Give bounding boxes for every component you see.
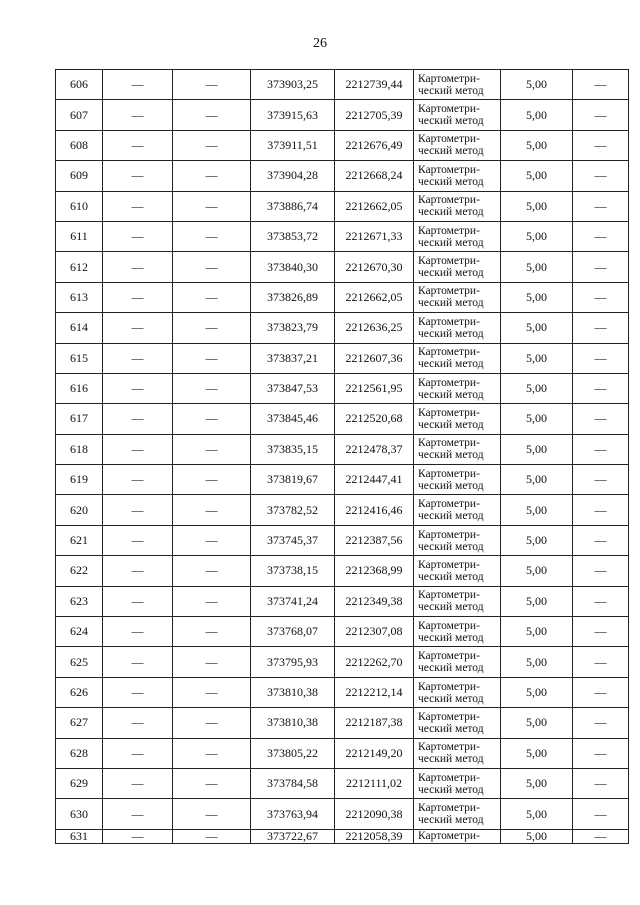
accuracy-value: 5,00 bbox=[501, 404, 573, 434]
column-2-value: — bbox=[103, 100, 173, 130]
y-coordinate: 2212368,99 bbox=[335, 556, 414, 586]
method-line-2: ческий метод bbox=[418, 814, 484, 827]
y-coordinate: 2212739,44 bbox=[335, 70, 414, 100]
method-line-1: Картометри- bbox=[418, 741, 480, 754]
column-3-value: — bbox=[173, 495, 251, 525]
method-cell bbox=[414, 161, 501, 191]
method-cell bbox=[414, 191, 501, 221]
table-row bbox=[56, 282, 629, 312]
column-3-value: — bbox=[173, 647, 251, 677]
column-2-value: — bbox=[103, 495, 173, 525]
y-coordinate: 2212447,41 bbox=[335, 465, 414, 495]
point-number: 624 bbox=[56, 617, 103, 647]
column-3-value: — bbox=[173, 282, 251, 312]
method-line-1: Картометри- bbox=[418, 194, 480, 207]
method-cell bbox=[414, 434, 501, 464]
table-row bbox=[56, 313, 629, 343]
x-coordinate: 373795,93 bbox=[251, 647, 335, 677]
method-line-2: ческий метод bbox=[418, 358, 484, 371]
table-row bbox=[56, 647, 629, 677]
point-number: 611 bbox=[56, 221, 103, 251]
y-coordinate: 2212090,38 bbox=[335, 799, 414, 829]
point-number: 623 bbox=[56, 586, 103, 616]
column-8-value: — bbox=[573, 799, 629, 829]
table-row bbox=[56, 677, 629, 707]
column-8-value: — bbox=[573, 100, 629, 130]
method-line-2: ческий метод bbox=[418, 418, 484, 431]
x-coordinate: 373738,15 bbox=[251, 556, 335, 586]
column-8-value: — bbox=[573, 768, 629, 798]
accuracy-value: 5,00 bbox=[501, 465, 573, 495]
method-line-2: ческий метод bbox=[418, 145, 484, 158]
table-row bbox=[56, 556, 629, 586]
column-8-value: — bbox=[573, 130, 629, 160]
table-row bbox=[56, 100, 629, 130]
point-number: 628 bbox=[56, 738, 103, 768]
y-coordinate: 2212607,36 bbox=[335, 343, 414, 373]
accuracy-value: 5,00 bbox=[501, 252, 573, 282]
method-cell bbox=[414, 130, 501, 160]
method-line-1: Картометри- bbox=[418, 103, 480, 116]
accuracy-value: 5,00 bbox=[501, 829, 573, 843]
x-coordinate: 373835,15 bbox=[251, 434, 335, 464]
method-line-2: ческий метод bbox=[418, 722, 484, 735]
method-line-2: ческий метод bbox=[418, 662, 484, 675]
method-cell bbox=[414, 617, 501, 647]
column-3-value: — bbox=[173, 434, 251, 464]
column-3-value: — bbox=[173, 161, 251, 191]
method-line-1: Картометри- bbox=[418, 255, 480, 268]
method-line-1: Картометри- bbox=[418, 163, 480, 176]
x-coordinate: 373853,72 bbox=[251, 221, 335, 251]
column-2-value: — bbox=[103, 799, 173, 829]
table-row bbox=[56, 829, 629, 843]
method-line-2: ческий метод bbox=[418, 267, 484, 280]
point-number: 610 bbox=[56, 191, 103, 221]
column-8-value: — bbox=[573, 191, 629, 221]
method-line-2: ческий метод bbox=[418, 479, 484, 492]
point-number: 606 bbox=[56, 70, 103, 100]
y-coordinate: 2212187,38 bbox=[335, 708, 414, 738]
y-coordinate: 2212662,05 bbox=[335, 191, 414, 221]
method-line-1: Картометри- bbox=[418, 589, 480, 602]
column-8-value: — bbox=[573, 434, 629, 464]
point-number: 612 bbox=[56, 252, 103, 282]
table-row bbox=[56, 343, 629, 373]
column-2-value: — bbox=[103, 829, 173, 843]
accuracy-value: 5,00 bbox=[501, 708, 573, 738]
column-8-value: — bbox=[573, 556, 629, 586]
column-3-value: — bbox=[173, 343, 251, 373]
column-3-value: — bbox=[173, 738, 251, 768]
table-row bbox=[56, 404, 629, 434]
accuracy-value: 5,00 bbox=[501, 677, 573, 707]
method-line-2: ческий метод bbox=[418, 570, 484, 583]
column-8-value: — bbox=[573, 677, 629, 707]
method-line-1: Картометри- bbox=[418, 498, 480, 511]
method-cell bbox=[414, 708, 501, 738]
column-8-value: — bbox=[573, 829, 629, 843]
column-2-value: — bbox=[103, 617, 173, 647]
method-line-2: ческий метод bbox=[418, 84, 484, 97]
point-number: 607 bbox=[56, 100, 103, 130]
table-body bbox=[56, 70, 629, 844]
column-3-value: — bbox=[173, 313, 251, 343]
y-coordinate: 2212212,14 bbox=[335, 677, 414, 707]
column-3-value: — bbox=[173, 404, 251, 434]
method-line-1: Картометри- bbox=[418, 558, 480, 571]
column-8-value: — bbox=[573, 525, 629, 555]
x-coordinate: 373810,38 bbox=[251, 708, 335, 738]
table-row bbox=[56, 738, 629, 768]
method-line-1: Картометри- bbox=[418, 285, 480, 298]
method-cell bbox=[414, 768, 501, 798]
method-line-1: Картометри- bbox=[418, 528, 480, 541]
x-coordinate: 373782,52 bbox=[251, 495, 335, 525]
point-number: 630 bbox=[56, 799, 103, 829]
table-row bbox=[56, 161, 629, 191]
method-line-2: ческий метод bbox=[418, 601, 484, 614]
table-row bbox=[56, 221, 629, 251]
method-line-1: Картометри- bbox=[418, 680, 480, 693]
x-coordinate: 373741,24 bbox=[251, 586, 335, 616]
method-cell bbox=[414, 495, 501, 525]
column-8-value: — bbox=[573, 373, 629, 403]
x-coordinate: 373903,25 bbox=[251, 70, 335, 100]
method-cell bbox=[414, 799, 501, 829]
x-coordinate: 373745,37 bbox=[251, 525, 335, 555]
accuracy-value: 5,00 bbox=[501, 221, 573, 251]
column-2-value: — bbox=[103, 525, 173, 555]
y-coordinate: 2212478,37 bbox=[335, 434, 414, 464]
point-number: 618 bbox=[56, 434, 103, 464]
column-2-value: — bbox=[103, 191, 173, 221]
method-line-1: Картометри- bbox=[418, 619, 480, 632]
table-row bbox=[56, 465, 629, 495]
accuracy-value: 5,00 bbox=[501, 495, 573, 525]
x-coordinate: 373845,46 bbox=[251, 404, 335, 434]
method-line-2: ческий метод bbox=[418, 631, 484, 644]
point-number: 629 bbox=[56, 768, 103, 798]
column-3-value: — bbox=[173, 677, 251, 707]
column-3-value: — bbox=[173, 252, 251, 282]
table-row bbox=[56, 799, 629, 829]
y-coordinate: 2212349,38 bbox=[335, 586, 414, 616]
column-2-value: — bbox=[103, 252, 173, 282]
x-coordinate: 373722,67 bbox=[251, 829, 335, 843]
method-line-1: Картометри- bbox=[418, 133, 480, 146]
y-coordinate: 2212111,02 bbox=[335, 768, 414, 798]
accuracy-value: 5,00 bbox=[501, 586, 573, 616]
column-2-value: — bbox=[103, 556, 173, 586]
x-coordinate: 373837,21 bbox=[251, 343, 335, 373]
accuracy-value: 5,00 bbox=[501, 282, 573, 312]
method-line-2: ческий метод bbox=[418, 692, 484, 705]
column-8-value: — bbox=[573, 282, 629, 312]
column-3-value: — bbox=[173, 556, 251, 586]
method-line-1: Картометри- bbox=[418, 346, 480, 359]
point-number: 616 bbox=[56, 373, 103, 403]
coordinates-table bbox=[55, 69, 629, 844]
column-2-value: — bbox=[103, 708, 173, 738]
y-coordinate: 2212676,49 bbox=[335, 130, 414, 160]
column-2-value: — bbox=[103, 404, 173, 434]
column-2-value: — bbox=[103, 434, 173, 464]
accuracy-value: 5,00 bbox=[501, 434, 573, 464]
method-line-1: Картометри- bbox=[418, 829, 480, 842]
y-coordinate: 2212668,24 bbox=[335, 161, 414, 191]
y-coordinate: 2212705,39 bbox=[335, 100, 414, 130]
y-coordinate: 2212662,05 bbox=[335, 282, 414, 312]
method-cell bbox=[414, 738, 501, 768]
method-cell bbox=[414, 252, 501, 282]
method-cell bbox=[414, 100, 501, 130]
column-3-value: — bbox=[173, 799, 251, 829]
x-coordinate: 373847,53 bbox=[251, 373, 335, 403]
method-cell bbox=[414, 829, 501, 843]
accuracy-value: 5,00 bbox=[501, 556, 573, 586]
method-line-1: Картометри- bbox=[418, 771, 480, 784]
column-8-value: — bbox=[573, 221, 629, 251]
method-cell bbox=[414, 221, 501, 251]
accuracy-value: 5,00 bbox=[501, 525, 573, 555]
x-coordinate: 373810,38 bbox=[251, 677, 335, 707]
column-3-value: — bbox=[173, 373, 251, 403]
column-3-value: — bbox=[173, 221, 251, 251]
y-coordinate: 2212671,33 bbox=[335, 221, 414, 251]
x-coordinate: 373784,58 bbox=[251, 768, 335, 798]
point-number: 614 bbox=[56, 313, 103, 343]
y-coordinate: 2212636,25 bbox=[335, 313, 414, 343]
accuracy-value: 5,00 bbox=[501, 738, 573, 768]
column-2-value: — bbox=[103, 373, 173, 403]
column-3-value: — bbox=[173, 465, 251, 495]
method-line-1: Картометри- bbox=[418, 376, 480, 389]
point-number: 627 bbox=[56, 708, 103, 738]
column-8-value: — bbox=[573, 161, 629, 191]
point-number: 613 bbox=[56, 282, 103, 312]
x-coordinate: 373915,63 bbox=[251, 100, 335, 130]
table-row bbox=[56, 586, 629, 616]
x-coordinate: 373805,22 bbox=[251, 738, 335, 768]
column-2-value: — bbox=[103, 221, 173, 251]
method-cell bbox=[414, 677, 501, 707]
method-cell bbox=[414, 282, 501, 312]
accuracy-value: 5,00 bbox=[501, 130, 573, 160]
column-3-value: — bbox=[173, 768, 251, 798]
point-number: 609 bbox=[56, 161, 103, 191]
method-line-1: Картометри- bbox=[418, 437, 480, 450]
x-coordinate: 373840,30 bbox=[251, 252, 335, 282]
method-line-2: ческий метод bbox=[418, 175, 484, 188]
method-cell bbox=[414, 556, 501, 586]
accuracy-value: 5,00 bbox=[501, 191, 573, 221]
table-row bbox=[56, 373, 629, 403]
method-cell bbox=[414, 70, 501, 100]
x-coordinate: 373911,51 bbox=[251, 130, 335, 160]
column-3-value: — bbox=[173, 829, 251, 843]
column-2-value: — bbox=[103, 647, 173, 677]
column-2-value: — bbox=[103, 282, 173, 312]
method-line-1: Картометри- bbox=[418, 650, 480, 663]
table-row bbox=[56, 434, 629, 464]
point-number: 631 bbox=[56, 829, 103, 843]
x-coordinate: 373819,67 bbox=[251, 465, 335, 495]
column-3-value: — bbox=[173, 130, 251, 160]
method-line-2: ческий метод bbox=[418, 297, 484, 310]
y-coordinate: 2212416,46 bbox=[335, 495, 414, 525]
point-number: 619 bbox=[56, 465, 103, 495]
method-line-1: Картометри- bbox=[418, 467, 480, 480]
column-8-value: — bbox=[573, 708, 629, 738]
accuracy-value: 5,00 bbox=[501, 768, 573, 798]
y-coordinate: 2212058,39 bbox=[335, 829, 414, 843]
accuracy-value: 5,00 bbox=[501, 647, 573, 677]
accuracy-value: 5,00 bbox=[501, 617, 573, 647]
method-line-2: ческий метод bbox=[418, 449, 484, 462]
accuracy-value: 5,00 bbox=[501, 70, 573, 100]
column-3-value: — bbox=[173, 100, 251, 130]
column-3-value: — bbox=[173, 708, 251, 738]
method-line-1: Картометри- bbox=[418, 72, 480, 85]
point-number: 621 bbox=[56, 525, 103, 555]
method-cell bbox=[414, 313, 501, 343]
column-8-value: — bbox=[573, 738, 629, 768]
method-cell bbox=[414, 586, 501, 616]
accuracy-value: 5,00 bbox=[501, 313, 573, 343]
method-line-2: ческий метод bbox=[418, 510, 484, 523]
x-coordinate: 373823,79 bbox=[251, 313, 335, 343]
x-coordinate: 373763,94 bbox=[251, 799, 335, 829]
x-coordinate: 373768,07 bbox=[251, 617, 335, 647]
column-2-value: — bbox=[103, 677, 173, 707]
column-8-value: — bbox=[573, 70, 629, 100]
column-8-value: — bbox=[573, 465, 629, 495]
point-number: 622 bbox=[56, 556, 103, 586]
method-cell bbox=[414, 525, 501, 555]
method-line-2: ческий метод bbox=[418, 236, 484, 249]
table-row bbox=[56, 617, 629, 647]
point-number: 615 bbox=[56, 343, 103, 373]
column-3-value: — bbox=[173, 191, 251, 221]
table-row bbox=[56, 525, 629, 555]
y-coordinate: 2212307,08 bbox=[335, 617, 414, 647]
column-8-value: — bbox=[573, 617, 629, 647]
column-2-value: — bbox=[103, 161, 173, 191]
method-line-2: ческий метод bbox=[418, 540, 484, 553]
accuracy-value: 5,00 bbox=[501, 100, 573, 130]
y-coordinate: 2212149,20 bbox=[335, 738, 414, 768]
point-number: 625 bbox=[56, 647, 103, 677]
column-2-value: — bbox=[103, 343, 173, 373]
accuracy-value: 5,00 bbox=[501, 343, 573, 373]
column-2-value: — bbox=[103, 465, 173, 495]
column-3-value: — bbox=[173, 70, 251, 100]
method-line-2: ческий метод bbox=[418, 753, 484, 766]
column-2-value: — bbox=[103, 130, 173, 160]
column-8-value: — bbox=[573, 495, 629, 525]
table-row bbox=[56, 70, 629, 100]
method-line-1: Картометри- bbox=[418, 406, 480, 419]
method-line-1: Картометри- bbox=[418, 710, 480, 723]
column-8-value: — bbox=[573, 404, 629, 434]
table-row bbox=[56, 708, 629, 738]
method-cell bbox=[414, 647, 501, 677]
column-8-value: — bbox=[573, 313, 629, 343]
column-2-value: — bbox=[103, 70, 173, 100]
page-number: 26 bbox=[313, 36, 327, 51]
point-number: 626 bbox=[56, 677, 103, 707]
method-line-2: ческий метод bbox=[418, 783, 484, 796]
y-coordinate: 2212387,56 bbox=[335, 525, 414, 555]
y-coordinate: 2212262,70 bbox=[335, 647, 414, 677]
point-number: 617 bbox=[56, 404, 103, 434]
accuracy-value: 5,00 bbox=[501, 161, 573, 191]
method-cell bbox=[414, 465, 501, 495]
table-row bbox=[56, 191, 629, 221]
column-8-value: — bbox=[573, 647, 629, 677]
method-line-2: ческий метод bbox=[418, 115, 484, 128]
column-3-value: — bbox=[173, 525, 251, 555]
accuracy-value: 5,00 bbox=[501, 373, 573, 403]
column-8-value: — bbox=[573, 343, 629, 373]
method-line-2: ческий метод bbox=[418, 327, 484, 340]
point-number: 608 bbox=[56, 130, 103, 160]
column-3-value: — bbox=[173, 617, 251, 647]
column-2-value: — bbox=[103, 768, 173, 798]
table-row bbox=[56, 252, 629, 282]
x-coordinate: 373826,89 bbox=[251, 282, 335, 312]
method-line-1: Картометри- bbox=[418, 224, 480, 237]
column-2-value: — bbox=[103, 313, 173, 343]
column-2-value: — bbox=[103, 586, 173, 616]
table-row bbox=[56, 768, 629, 798]
column-8-value: — bbox=[573, 586, 629, 616]
column-2-value: — bbox=[103, 738, 173, 768]
method-line-2: ческий метод bbox=[418, 388, 484, 401]
y-coordinate: 2212520,68 bbox=[335, 404, 414, 434]
accuracy-value: 5,00 bbox=[501, 799, 573, 829]
column-3-value: — bbox=[173, 586, 251, 616]
method-cell bbox=[414, 404, 501, 434]
method-line-1: Картометри- bbox=[418, 802, 480, 815]
method-cell bbox=[414, 373, 501, 403]
table-row bbox=[56, 495, 629, 525]
y-coordinate: 2212561,95 bbox=[335, 373, 414, 403]
x-coordinate: 373904,28 bbox=[251, 161, 335, 191]
method-cell bbox=[414, 343, 501, 373]
x-coordinate: 373886,74 bbox=[251, 191, 335, 221]
y-coordinate: 2212670,30 bbox=[335, 252, 414, 282]
point-number: 620 bbox=[56, 495, 103, 525]
table-row bbox=[56, 130, 629, 160]
method-line-1: Картометри- bbox=[418, 315, 480, 328]
method-line-2: ческий метод bbox=[418, 206, 484, 219]
column-8-value: — bbox=[573, 252, 629, 282]
